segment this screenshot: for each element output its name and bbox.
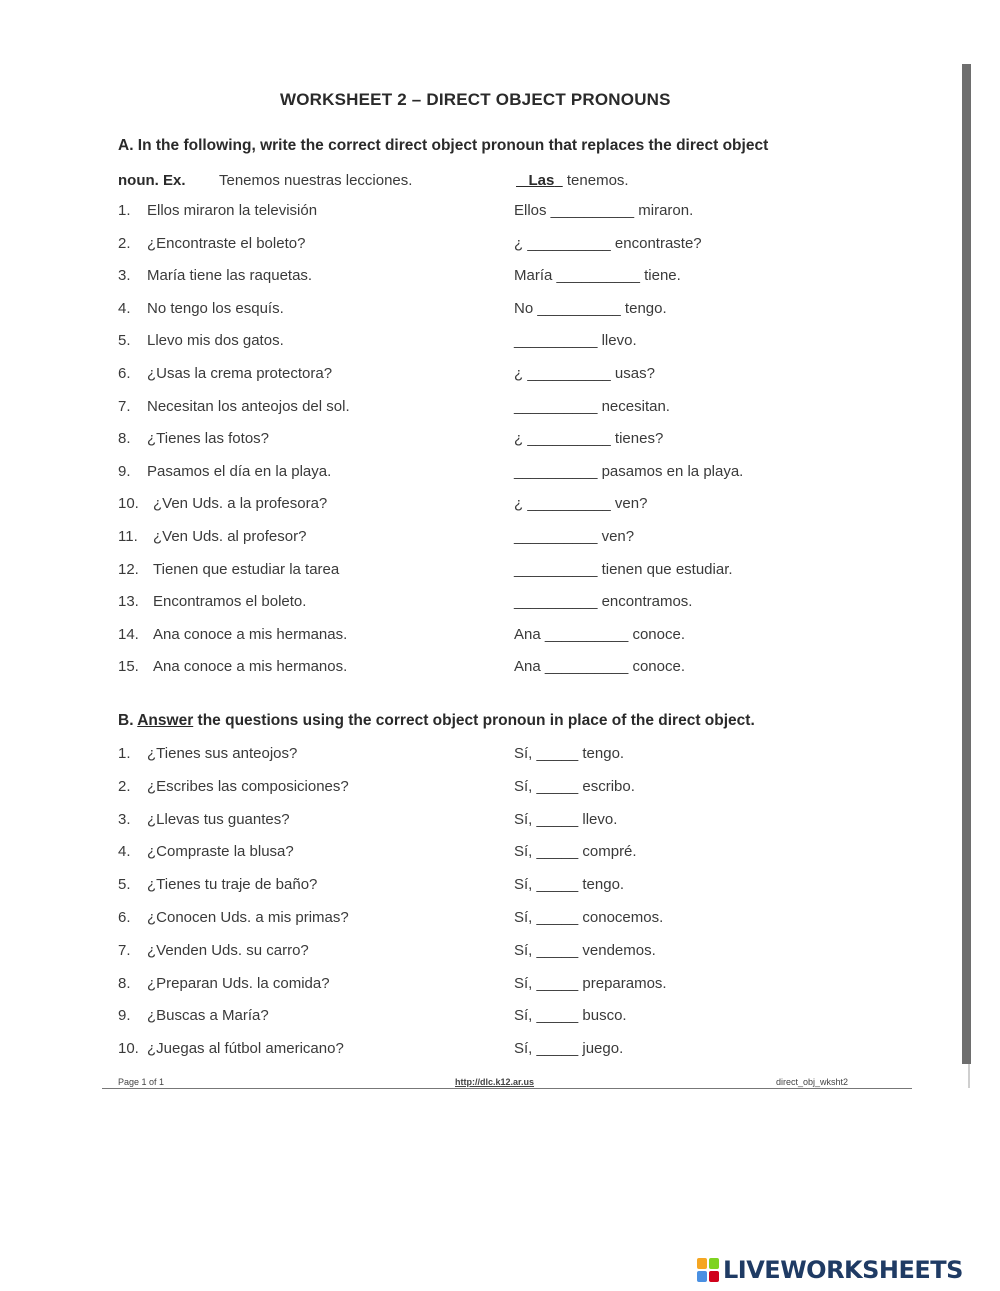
item-answer-blank[interactable]: __________ necesitan.	[514, 397, 670, 415]
section-b-prefix: B.	[118, 712, 134, 729]
section-a-item-row	[118, 430, 970, 450]
item-number: 13.	[118, 593, 139, 611]
item-question: ¿Ven Uds. al profesor?	[153, 528, 307, 545]
section-a-item-row	[118, 398, 970, 418]
section-a-item-row	[118, 267, 970, 287]
item-number: 9.	[118, 1007, 131, 1025]
item-number: 8.	[118, 430, 131, 448]
item-question: Ellos miraron la televisión	[147, 202, 318, 219]
item-question: ¿Buscas a María?	[147, 1007, 269, 1025]
section-a-item-row	[118, 202, 970, 222]
section-b-item-row	[118, 843, 970, 863]
liveworksheets-wordmark: LIVEWORKSHEETS	[723, 1256, 963, 1284]
section-a-item-row	[118, 332, 970, 352]
item-answer-blank[interactable]: Ana __________ conoce.	[514, 625, 685, 643]
section-b-rest: the questions using the correct object pronoun in place of the direct object.	[197, 712, 755, 729]
section-b-underlined: Answer	[137, 712, 194, 729]
item-answer-blank[interactable]: Sí, _____ juego.	[514, 1040, 624, 1058]
item-number: 2.	[118, 234, 131, 252]
section-a-item-row	[118, 365, 970, 385]
item-number: 2.	[118, 777, 131, 795]
section-b-item-row	[118, 909, 970, 929]
section-b-item-row	[118, 1040, 970, 1060]
item-question: Pasamos el día en la playa.	[147, 462, 332, 480]
item-question: ¿Venden Uds. su carro?	[147, 941, 309, 959]
item-question: ¿Usas la crema protectora?	[147, 365, 333, 382]
example-label: noun. Ex.	[118, 172, 186, 189]
item-question: Ana conoce a mis hermanas.	[153, 625, 348, 643]
logo-square-2	[709, 1258, 719, 1269]
item-question: ¿Tienes tu traje de baño?	[147, 876, 318, 894]
section-a-instruction: A. In the following, write the correct direct object pronoun that replaces the direct object	[118, 137, 769, 154]
item-answer-blank[interactable]: __________ tienen que estudiar.	[514, 560, 733, 578]
example-answer-line	[516, 172, 629, 189]
item-number: 10.	[118, 495, 139, 513]
section-b-instruction	[118, 712, 755, 730]
section-a-item-row	[118, 658, 970, 678]
section-a-item-row	[118, 593, 970, 613]
item-number: 9.	[118, 462, 131, 480]
item-number: 5.	[118, 332, 131, 350]
logo-square-3	[697, 1271, 707, 1282]
item-answer-blank[interactable]: Sí, _____ llevo.	[514, 810, 618, 828]
section-b-item-row	[118, 778, 970, 798]
item-answer-blank[interactable]: Sí, _____ compré.	[514, 843, 637, 861]
section-a-item-row	[118, 528, 970, 548]
worksheet-title: WORKSHEET 2 – DIRECT OBJECT PRONOUNS	[280, 90, 671, 109]
item-question: ¿Llevas tus guantes?	[147, 810, 290, 828]
item-answer-blank[interactable]: Ana __________ conoce.	[514, 658, 685, 676]
item-question: Encontramos el boleto.	[153, 593, 307, 611]
item-answer-blank[interactable]: __________ llevo.	[514, 332, 637, 350]
footer-page: Page 1 of 1	[118, 1077, 165, 1087]
logo-square-4	[709, 1271, 719, 1282]
item-number: 8.	[118, 974, 131, 992]
item-number: 4.	[118, 299, 131, 317]
item-answer-blank[interactable]: Sí, _____ vendemos.	[514, 941, 656, 959]
item-number: 10.	[118, 1040, 139, 1058]
footer-divider	[102, 1088, 912, 1089]
item-number: 7.	[118, 941, 131, 959]
item-answer-blank[interactable]: Sí, _____ tengo.	[514, 745, 625, 762]
section-b-item-row	[118, 1007, 970, 1027]
item-question: Tienen que estudiar la tarea	[153, 560, 340, 578]
item-number: 5.	[118, 876, 131, 894]
item-question: Llevo mis dos gatos.	[147, 332, 284, 350]
page-edge-shadow-tail	[968, 1064, 970, 1088]
liveworksheets-logo-icon	[697, 1258, 719, 1282]
item-question: ¿Juegas al fútbol americano?	[147, 1040, 344, 1058]
logo-square-1	[697, 1258, 707, 1269]
section-a-item-row	[118, 300, 970, 320]
item-answer-blank[interactable]: ¿ __________ ven?	[514, 495, 648, 513]
item-answer-blank[interactable]: María __________ tiene.	[514, 267, 681, 285]
item-question: ¿Tienes sus anteojos?	[147, 745, 298, 762]
item-number: 3.	[118, 810, 131, 828]
item-answer-blank[interactable]: Sí, _____ conocemos.	[514, 909, 664, 926]
item-answer-blank[interactable]: __________ ven?	[514, 528, 635, 545]
section-b-item-row	[118, 975, 970, 995]
section-a-item-row	[118, 561, 970, 581]
item-answer-blank[interactable]: No __________ tengo.	[514, 299, 667, 317]
section-a-item-row	[118, 626, 970, 646]
item-number: 7.	[118, 397, 131, 415]
section-b-item-row	[118, 942, 970, 962]
item-answer-blank[interactable]: ¿ __________ usas?	[514, 365, 655, 382]
example-answer-after: tenemos.	[566, 172, 629, 189]
item-question: ¿Preparan Uds. la comida?	[147, 974, 330, 992]
section-a-item-row	[118, 463, 970, 483]
footer-url-link[interactable]: http://dlc.k12.ar.us	[455, 1077, 535, 1087]
item-number: 11.	[118, 528, 138, 545]
example-answer: Las	[528, 172, 555, 189]
item-question: ¿Ven Uds. a la profesora?	[153, 495, 328, 513]
item-answer-blank[interactable]: Ellos __________ miraron.	[514, 202, 694, 219]
item-question: María tiene las raquetas.	[147, 267, 313, 285]
item-answer-blank[interactable]: Sí, _____ busco.	[514, 1007, 627, 1025]
item-number: 15.	[118, 658, 139, 676]
liveworksheets-brand[interactable]	[697, 1256, 963, 1284]
section-b-item-row	[118, 811, 970, 831]
item-question: ¿Tienes las fotos?	[147, 430, 269, 448]
section-a-example-row	[118, 172, 970, 192]
item-answer-blank[interactable]: Sí, _____ escribo.	[514, 777, 635, 795]
item-question: No tengo los esquís.	[147, 299, 284, 317]
item-number: 12.	[118, 560, 139, 578]
footer-filename: direct_obj_wksht2	[776, 1077, 849, 1087]
item-question: Necesitan los anteojos del sol.	[147, 397, 350, 415]
item-number: 6.	[118, 909, 131, 926]
item-number: 14.	[118, 625, 139, 643]
item-answer-blank[interactable]: ¿ __________ encontraste?	[514, 234, 702, 252]
item-answer-blank[interactable]: Sí, _____ tengo.	[514, 876, 625, 894]
item-question: ¿Compraste la blusa?	[147, 843, 294, 861]
item-question: ¿Encontraste el boleto?	[147, 234, 306, 252]
section-a-item-row	[118, 235, 970, 255]
item-number: 3.	[118, 267, 131, 285]
item-answer-blank[interactable]: __________ encontramos.	[514, 593, 693, 611]
item-question: ¿Conocen Uds. a mis primas?	[147, 909, 349, 926]
item-question: Ana conoce a mis hermanos.	[153, 658, 348, 676]
item-answer-blank[interactable]: ¿ __________ tienes?	[514, 430, 664, 448]
item-number: 1.	[118, 745, 131, 762]
item-number: 4.	[118, 843, 131, 861]
section-b-item-row	[118, 876, 970, 896]
item-answer-blank[interactable]: Sí, _____ preparamos.	[514, 974, 667, 992]
item-answer-blank[interactable]: __________ pasamos en la playa.	[514, 462, 744, 480]
section-b-item-row	[118, 745, 970, 765]
section-a-item-row	[118, 495, 970, 515]
item-question: ¿Escribes las composiciones?	[147, 777, 349, 795]
example-sentence: Tenemos nuestras lecciones.	[219, 172, 413, 189]
item-number: 1.	[118, 202, 131, 219]
item-number: 6.	[118, 365, 131, 382]
